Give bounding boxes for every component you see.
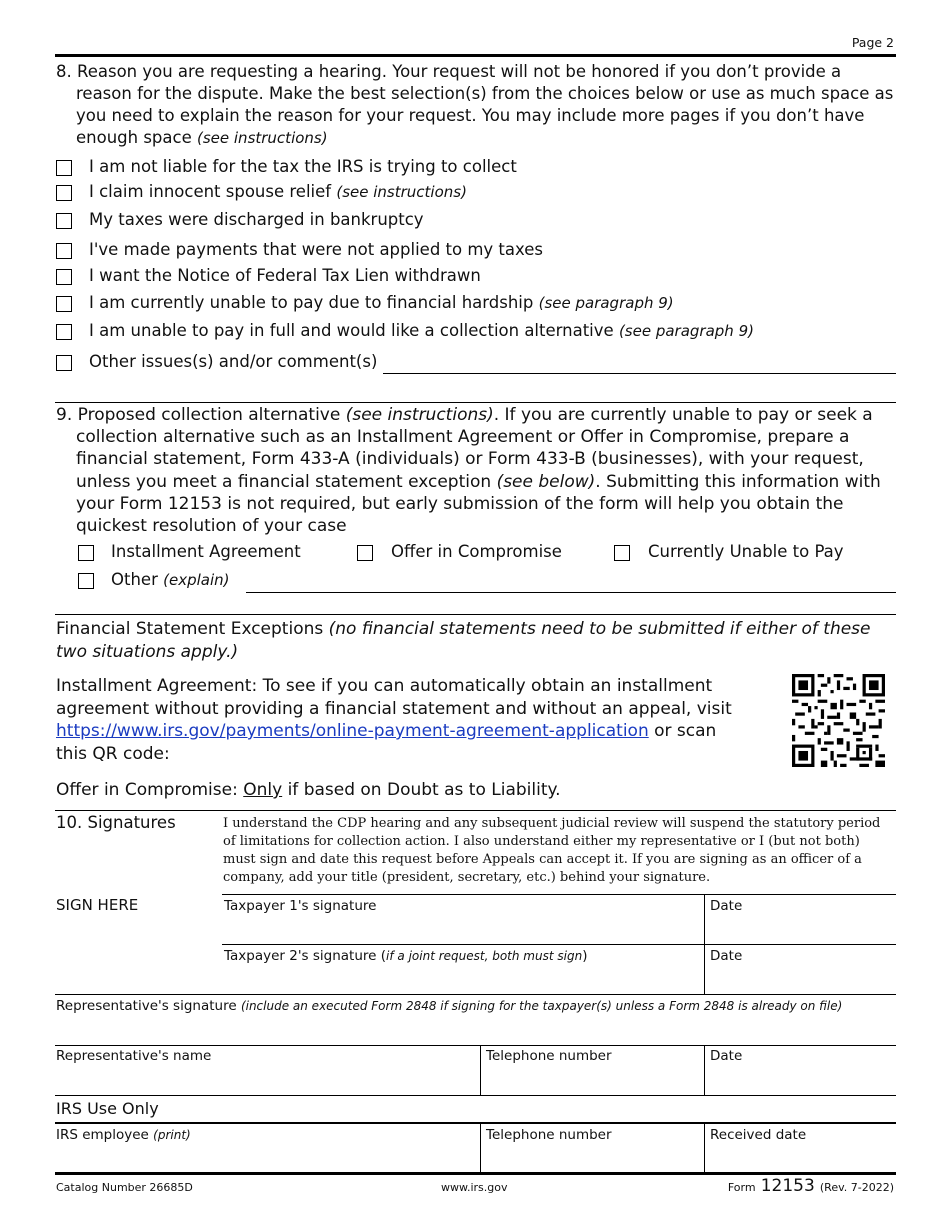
divider [222,944,896,945]
checkbox-payments-not-applied[interactable] [56,243,72,259]
checkbox-installment-agreement[interactable] [78,545,94,561]
checkbox-not-liable[interactable] [56,160,72,176]
exceptions-heading: Financial Statement Exceptions (no financial statements need to be submitted if either of these two situations apply.) [56,619,871,662]
irs-telephone-field[interactable]: Telephone number [486,1127,612,1143]
installment-agreement-info: Installment Agreement: To see if you can automatically obtain an installment agreement without providing a financial statement and without an appeal, visit https://www.irs.gov/payments/online-payment-agreement-application or scan this QR code: [56,676,732,764]
catalog-number: Catalog Number 26685D [56,1181,193,1194]
checkbox-offer-in-compromise[interactable] [357,545,373,561]
taxpayer2-signature-field[interactable]: Taxpayer 2's signature (if a joint request, both must sign) [224,948,588,964]
other-issues-input[interactable] [383,373,896,374]
representative-signature-field[interactable]: Representative's signature (include an executed Form 2848 if signing for the taxpayer(s) unless a Form 2848 is already on file) [56,998,843,1014]
section-9-intro: 9. Proposed collection alternative (see instructions). If you are currently unable to pay or seek a collection alternative such as an Installment Agreement or Offer in Compromise, prepare a financial statement, Form 433-A (individuals) or Form 433-B (businesses), with your request, unless you meet a financial statement exception (see below). Submitting this information with your Form 12153 is not required, but early submission of the form will help you obtain the quickest resolution of your case [56,405,881,537]
top-rule [55,54,896,57]
checkbox-currently-unable[interactable] [614,545,630,561]
option-label: My taxes were discharged in bankruptcy [89,210,424,229]
checkbox-other-issues[interactable] [56,355,72,371]
checkbox-innocent-spouse[interactable] [56,185,72,201]
taxpayer1-signature-field[interactable]: Taxpayer 1's signature [224,898,377,914]
column-divider [704,1045,705,1095]
signature-statement: I understand the CDP hearing and any subsequent judicial review will suspend the statutory period of limitations for collection action. I also understand either my representative or I (but not both) must sign and date this request before Appeals can accept it. If you are signing as an officer of a company, add your title (president, secretary, etc.) behind your signature. [223,816,881,885]
taxpayer2-date-field[interactable]: Date [710,948,743,964]
online-payment-agreement-link[interactable]: https://www.irs.gov/payments/online-payment-agreement-application [56,721,649,741]
taxpayer1-date-field[interactable]: Date [710,898,743,914]
irs-use-only-heading: IRS Use Only [56,1099,159,1118]
divider [55,402,896,403]
representative-telephone-field[interactable]: Telephone number [486,1048,612,1064]
column-divider [480,1045,481,1095]
divider [55,1045,896,1046]
checkbox-lien-withdrawn[interactable] [56,269,72,285]
irs-employee-field[interactable]: IRS employee (print) [56,1127,191,1143]
checkbox-bankruptcy[interactable] [56,213,72,229]
column-divider [704,1123,705,1173]
signatures-title: 10. Signatures [56,813,176,832]
option-label: I am unable to pay in full and would like a collection alternative (see paragraph 9) [89,321,754,340]
representative-name-field[interactable]: Representative's name [56,1048,212,1064]
bottom-rule [55,1172,896,1175]
option-label: Other issues(s) and/or comment(s) [89,352,378,371]
option-label: Installment Agreement [111,542,301,561]
option-label: I've made payments that were not applied to my taxes [89,240,544,259]
received-date-field[interactable]: Received date [710,1127,807,1143]
divider [222,894,896,895]
checkbox-other[interactable] [78,573,94,589]
section-8-intro: 8. Reason you are requesting a hearing. Your request will not be honored if you don’t provide a reason for the dispute. Make the best selection(s) from the choices below or use as much space as you need to explain the reason for your request. You may include more pages if you don’t have enough space (see instructions) [56,62,894,147]
option-label: Offer in Compromise [391,542,562,561]
other-explain-input[interactable] [246,592,896,593]
form-identifier: Form 12153 (Rev. 7-2022) [727,1176,894,1196]
divider [55,810,896,811]
divider [55,614,896,615]
representative-date-field[interactable]: Date [710,1048,743,1064]
sign-here-label: SIGN HERE [56,896,139,914]
option-label: I am currently unable to pay due to financial hardship (see paragraph 9) [89,293,674,312]
checkbox-financial-hardship[interactable] [56,296,72,312]
website: www.irs.gov [441,1181,508,1194]
qr-code-icon[interactable] [792,674,885,767]
option-label: I want the Notice of Federal Tax Lien withdrawn [89,266,481,285]
divider [55,1122,896,1124]
page-number: Page 2 [851,35,894,50]
checkbox-collection-alternative[interactable] [56,324,72,340]
option-label: Currently Unable to Pay [648,542,844,561]
option-label: Other (explain) [111,570,230,589]
divider [55,994,896,995]
divider [55,1095,896,1096]
offer-in-compromise-info: Offer in Compromise: Only if based on Doubt as to Liability. [56,780,561,800]
option-label: I am not liable for the tax the IRS is trying to collect [89,157,517,176]
option-label: I claim innocent spouse relief (see instructions) [89,182,467,201]
column-divider [480,1123,481,1173]
